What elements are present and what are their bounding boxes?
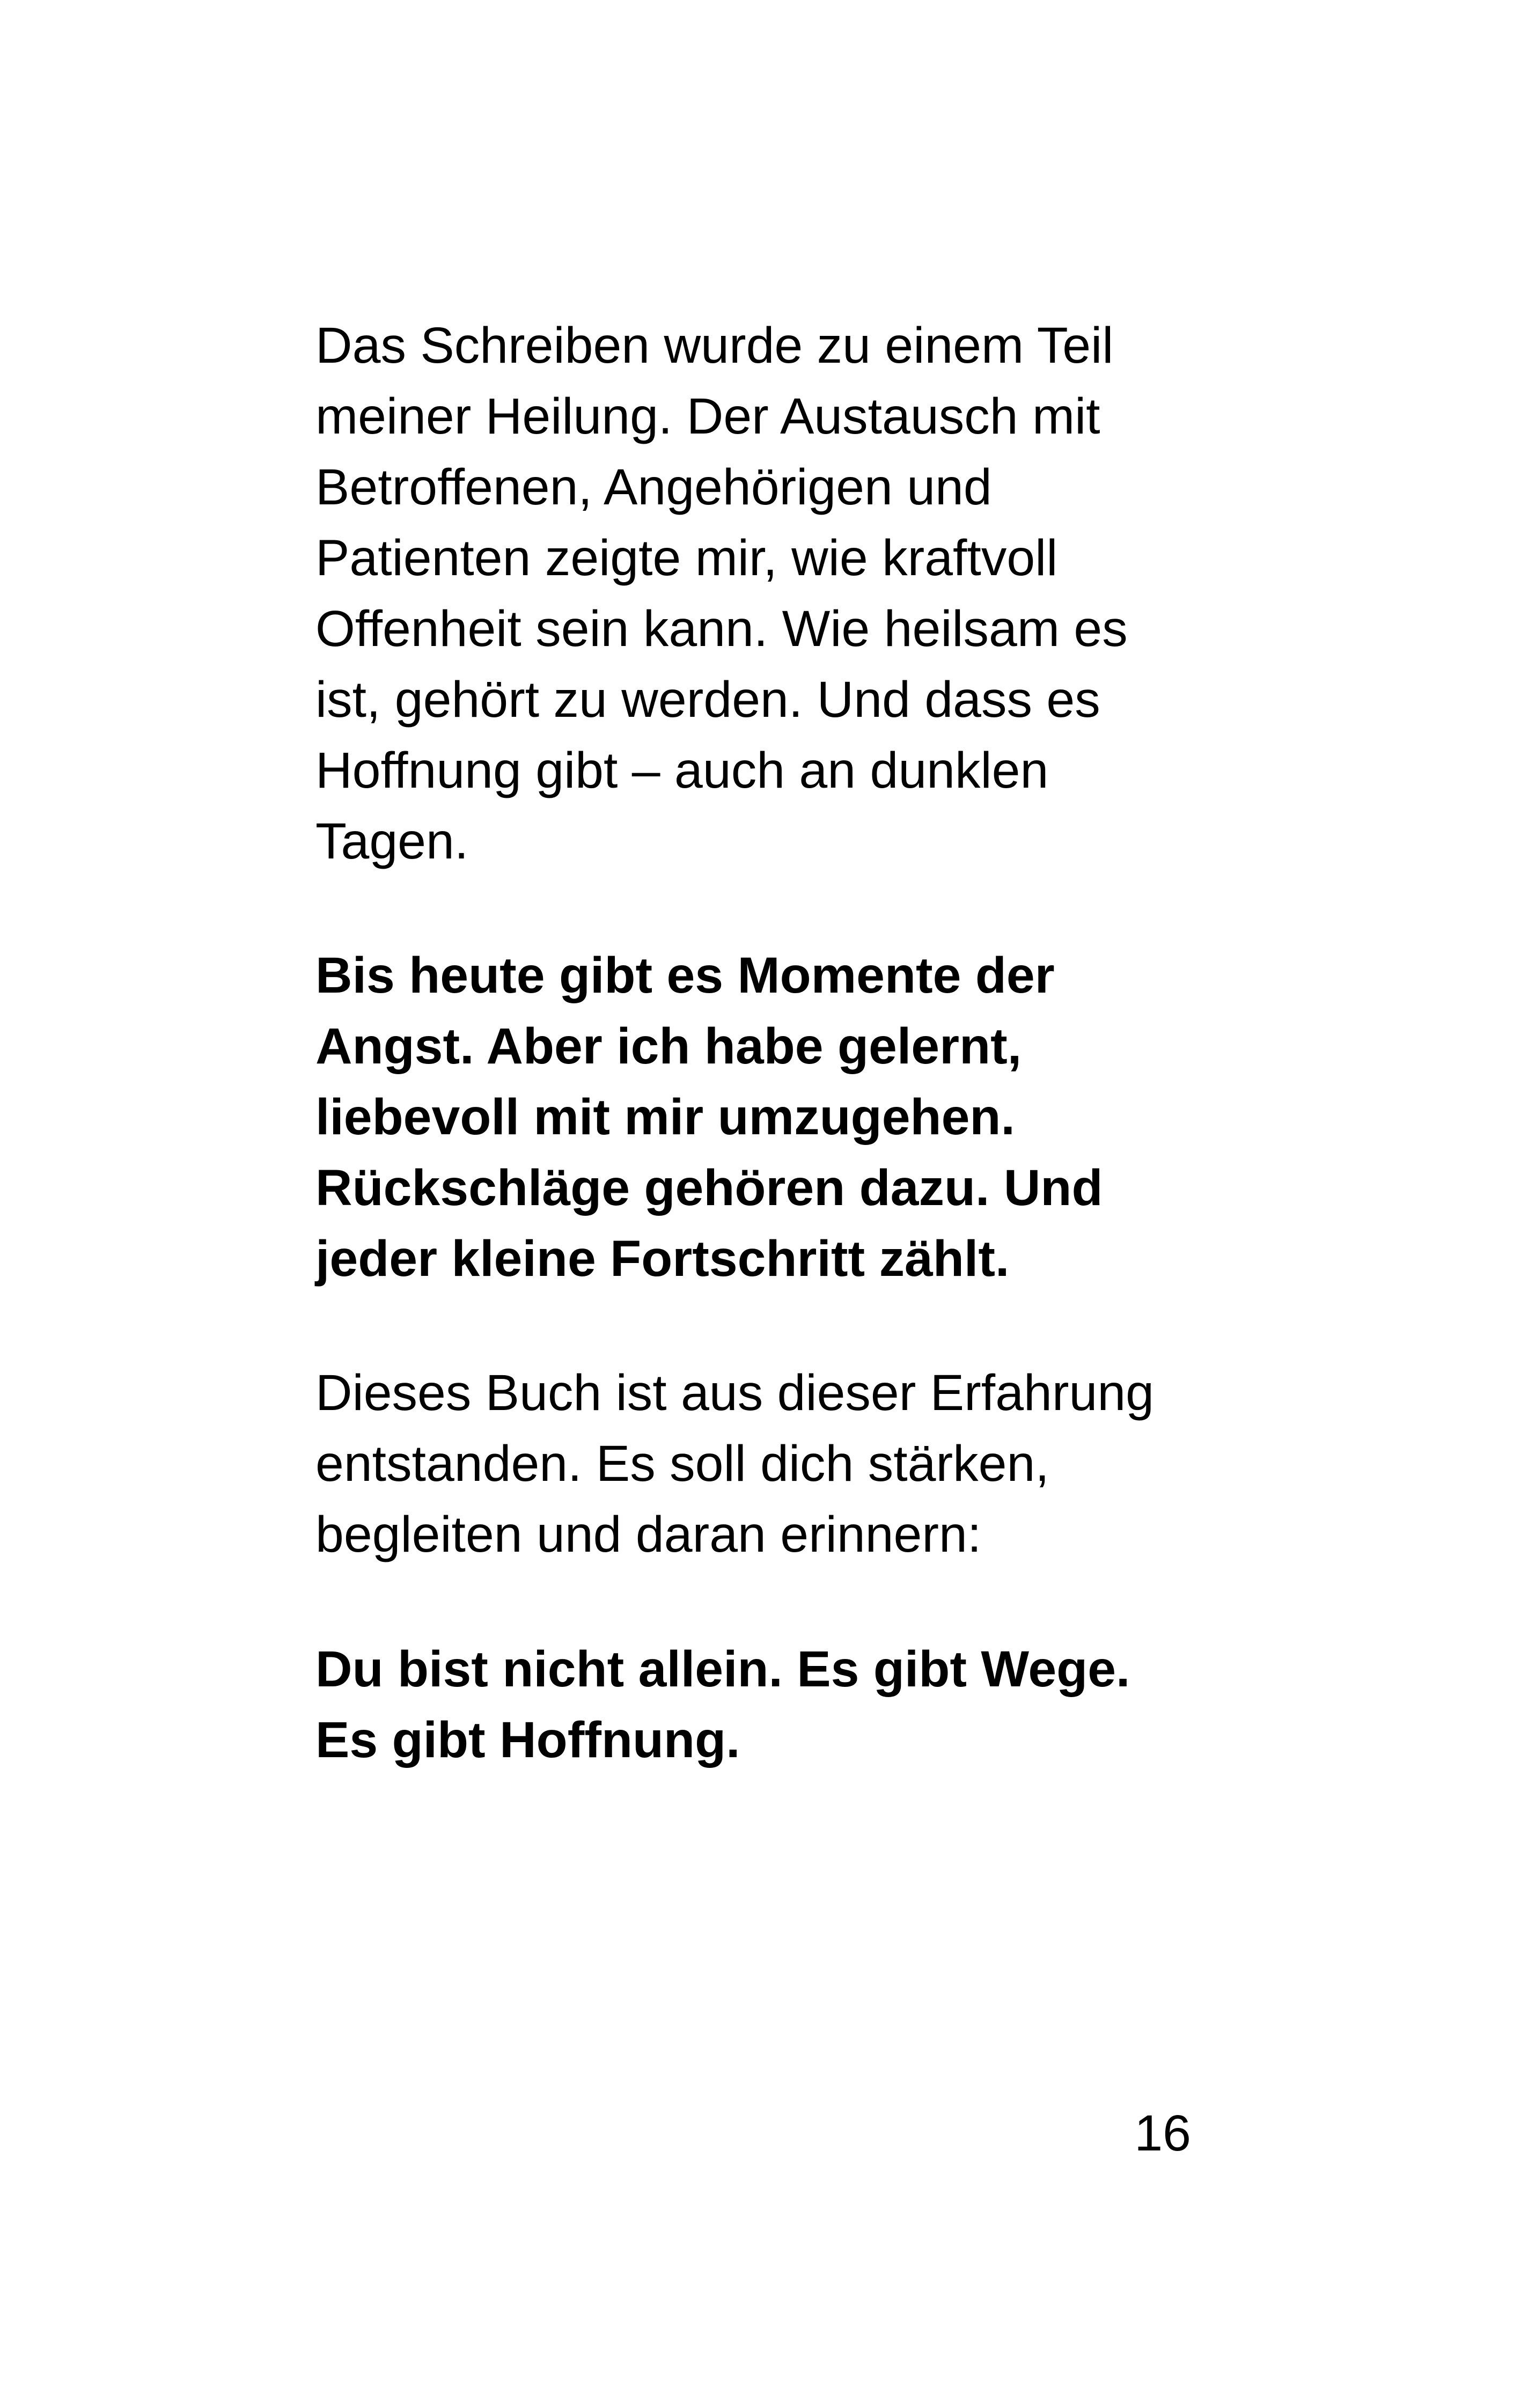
text-line: Patienten zeigte mir, wie kraftvoll <box>315 530 1058 586</box>
text-line: Das Schreiben wurde zu einem Teil <box>315 317 1114 374</box>
text-line: Rückschläge gehören dazu. Und <box>315 1159 1103 1216</box>
text-line: Betroffenen, Angehörigen und <box>315 459 992 516</box>
text-line: liebevoll mit mir umzugehen. <box>315 1089 1015 1146</box>
paragraph-book-origin <box>315 1357 1228 1570</box>
text-line: Angst. Aber ich habe gelernt, <box>315 1018 1022 1075</box>
text-line: Es gibt Hoffnung. <box>315 1712 740 1768</box>
paragraph-moments-of-fear <box>315 940 1228 1294</box>
text-line: entstanden. Es soll dich stärken, <box>315 1435 1049 1492</box>
paragraph-not-alone <box>315 1634 1228 1775</box>
page-number: 16 <box>1134 2105 1191 2162</box>
text-line: ist, gehört zu werden. Und dass es <box>315 671 1100 728</box>
text-line: Bis heute gibt es Momente der <box>315 947 1055 1004</box>
text-line: Du bist nicht allein. Es gibt Wege. <box>315 1641 1130 1698</box>
text-line: jeder kleine Fortschritt zählt. <box>315 1230 1010 1287</box>
text-line: Hoffnung gibt – auch an dunklen <box>315 742 1049 799</box>
paragraph-writing-healing <box>315 310 1228 877</box>
text-line: Offenheit sein kann. Wie heilsam es <box>315 600 1128 657</box>
text-line: Dieses Buch ist aus dieser Erfahrung <box>315 1364 1155 1421</box>
text-line: begleiten und daran erinnern: <box>315 1506 982 1563</box>
text-line: meiner Heilung. Der Austausch mit <box>315 388 1100 445</box>
text-line: Tagen. <box>315 813 469 870</box>
